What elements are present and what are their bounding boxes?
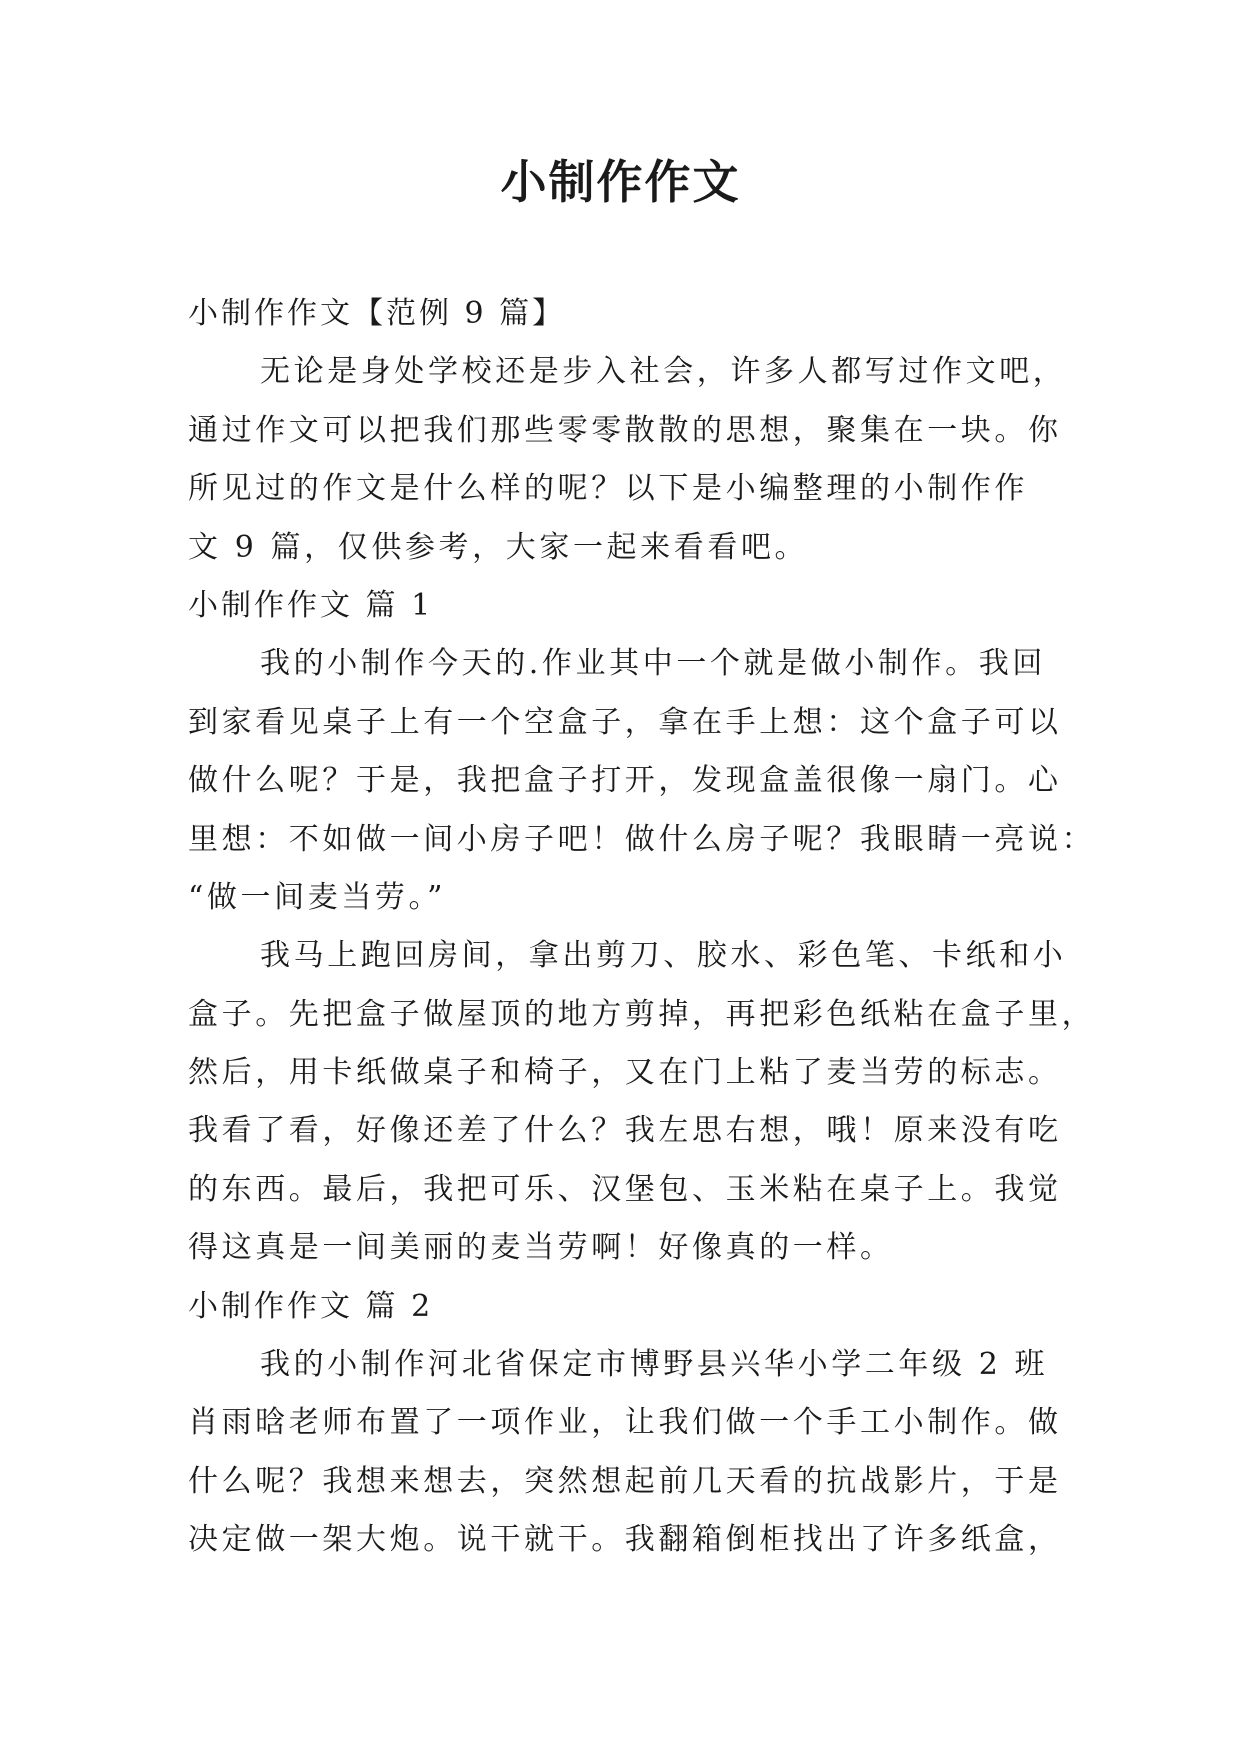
- paragraph-line: 到家看见桌子上有一个空盒子，拿在手上想：这个盒子可以: [188, 704, 1062, 740]
- paragraph-line: 盒子。先把盒子做屋顶的地方剪掉，再把彩色纸粘在盒子里，: [188, 996, 1096, 1032]
- paragraph-line: 我的小制作河北省保定市博野县兴华小学二年级 2 班: [260, 1347, 1049, 1383]
- paragraph-line: 无论是身处学校还是步入社会，许多人都写过作文吧，: [260, 354, 1067, 390]
- paragraph-line: 然后，用卡纸做桌子和椅子，又在门上粘了麦当劳的标志。: [188, 1055, 1062, 1091]
- paragraph-line: 文 9 篇，仅供参考，大家一起来看看吧。: [188, 529, 809, 565]
- document-body: [188, 285, 1096, 1570]
- section-heading: 小制作作文 篇 2: [188, 1288, 434, 1324]
- section-heading: 小制作作文 篇 1: [188, 587, 434, 623]
- paragraph-line: 什么呢？我想来想去，突然想起前几天看的抗战影片，于是: [188, 1463, 1062, 1499]
- paragraph-line: 我看了看，好像还差了什么？我左思右想，哦！原来没有吃: [188, 1113, 1062, 1149]
- paragraph-line: 的东西。最后，我把可乐、汉堡包、玉米粘在桌子上。我觉: [188, 1171, 1062, 1207]
- paragraph-line: 里想：不如做一间小房子吧！做什么房子呢？我眼睛一亮说：: [188, 821, 1096, 857]
- paragraph-line: 我马上跑回房间，拿出剪刀、胶水、彩色笔、卡纸和小: [260, 938, 1067, 974]
- paragraph-line: 决定做一架大炮。说干就干。我翻箱倒柜找出了许多纸盒，: [188, 1522, 1062, 1558]
- paragraph-line: “做一间麦当劳。”: [188, 879, 447, 915]
- paragraph-line: 我的小制作今天的.作业其中一个就是做小制作。我回: [260, 646, 1046, 682]
- paragraph-line: 所见过的作文是什么样的呢？以下是小编整理的小制作作: [188, 471, 1028, 507]
- paragraph-line: 得这真是一间美丽的麦当劳啊！好像真的一样。: [188, 1230, 894, 1266]
- paragraph-line: 通过作文可以把我们那些零零散散的思想，聚集在一块。你: [188, 412, 1062, 448]
- paragraph-line: 肖雨晗老师布置了一项作业，让我们做一个手工小制作。做: [188, 1405, 1062, 1441]
- section-heading: 小制作作文【范例 9 篇】: [188, 296, 566, 331]
- document-title: 小制作作文: [500, 155, 741, 209]
- paragraph-line: 做什么呢？于是，我把盒子打开，发现盒盖很像一扇门。心: [188, 763, 1062, 799]
